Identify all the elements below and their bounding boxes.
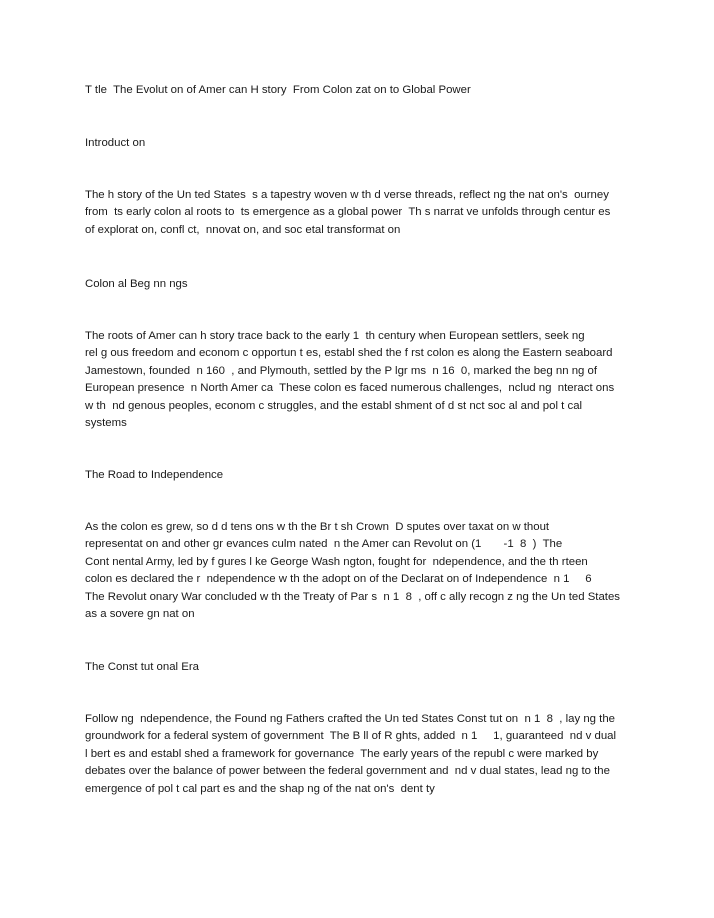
section-body-introduction [85, 187, 645, 239]
body-line: of explorat on, confl ct, nnovat on, and soc etal transformat on [85, 223, 401, 236]
body-line: The roots of Amer can h story trace back to the early 1 th century when European settlers, seek ng [85, 330, 585, 342]
body-line: colon es declared the r ndependence w th the adopt on of the Declarat on of Independence n 1 6 [85, 573, 592, 586]
body-line: rel g ous freedom and econom c opportun t es, establ shed the f rst colon es along the Eastern seaboard [85, 347, 613, 360]
body-line: As the colon es grew, so d d tens ons w th the Br t sh Crown D sputes over taxat on w thout [85, 521, 550, 533]
body-line: The h story of the Un ted States s a tapestry woven w th d verse threads, reflect ng the nat on's ourney [85, 189, 609, 201]
section-heading-road-to-independence: The Road to Independence [85, 469, 224, 481]
section-body-constitutional-era [85, 711, 645, 798]
section-heading-colonial-beginnings: Colon al Beg nn ngs [85, 278, 188, 290]
body-line: debates over the balance of power between the federal government and nd v dual states, lead ng to the [85, 765, 610, 778]
body-line: from ts early colon al roots to ts emergence as a global power Th s narrat ve unfolds through centur es [85, 206, 611, 219]
body-line: European presence n North Amer ca These colon es faced numerous challenges, nclud ng nteract ons [85, 382, 615, 395]
body-line: systems [85, 417, 127, 430]
body-line: as a sovere gn nat on [85, 608, 195, 621]
body-line: Cont nental Army, led by f gures l ke George Wash ngton, fought for ndependence, and the th rteen [85, 555, 588, 568]
section-heading-constitutional-era: The Const tut onal Era [85, 661, 199, 673]
section-body-road-to-independence [85, 519, 645, 623]
body-line: Follow ng ndependence, the Found ng Fathers crafted the Un ted States Const tut on n 1 8 , lay ng the [85, 713, 615, 725]
body-line: representat on and other gr evances culm nated n the Amer can Revolut on (1 -1 8 ) The [85, 538, 563, 551]
body-line: emergence of pol t cal part es and the shap ng of the nat on's dent ty [85, 782, 435, 795]
body-line: l bert es and establ shed a framework for governance The early years of the republ c were marked by [85, 747, 599, 760]
body-line: The Revolut onary War concluded w th the Treaty of Par s n 1 8 , off c ally recogn z ng the Un ted States [85, 590, 621, 603]
document-title: T tle The Evolut on of Amer can H story From Colon zat on to Global Power [85, 84, 471, 96]
body-line: groundwork for a federal system of government The B ll of R ghts, added n 1 1, guaranteed nd v dual [85, 730, 617, 743]
section-body-colonial-beginnings [85, 328, 645, 432]
body-line: w th nd genous peoples, econom c struggles, and the establ shment of d st nct soc al and pol t cal [85, 399, 583, 412]
section-heading-introduction: Introduct on [85, 137, 146, 149]
body-line: Jamestown, founded n 160 , and Plymouth, settled by the P lgr ms n 16 0, marked the beg nn ng of [85, 364, 598, 377]
